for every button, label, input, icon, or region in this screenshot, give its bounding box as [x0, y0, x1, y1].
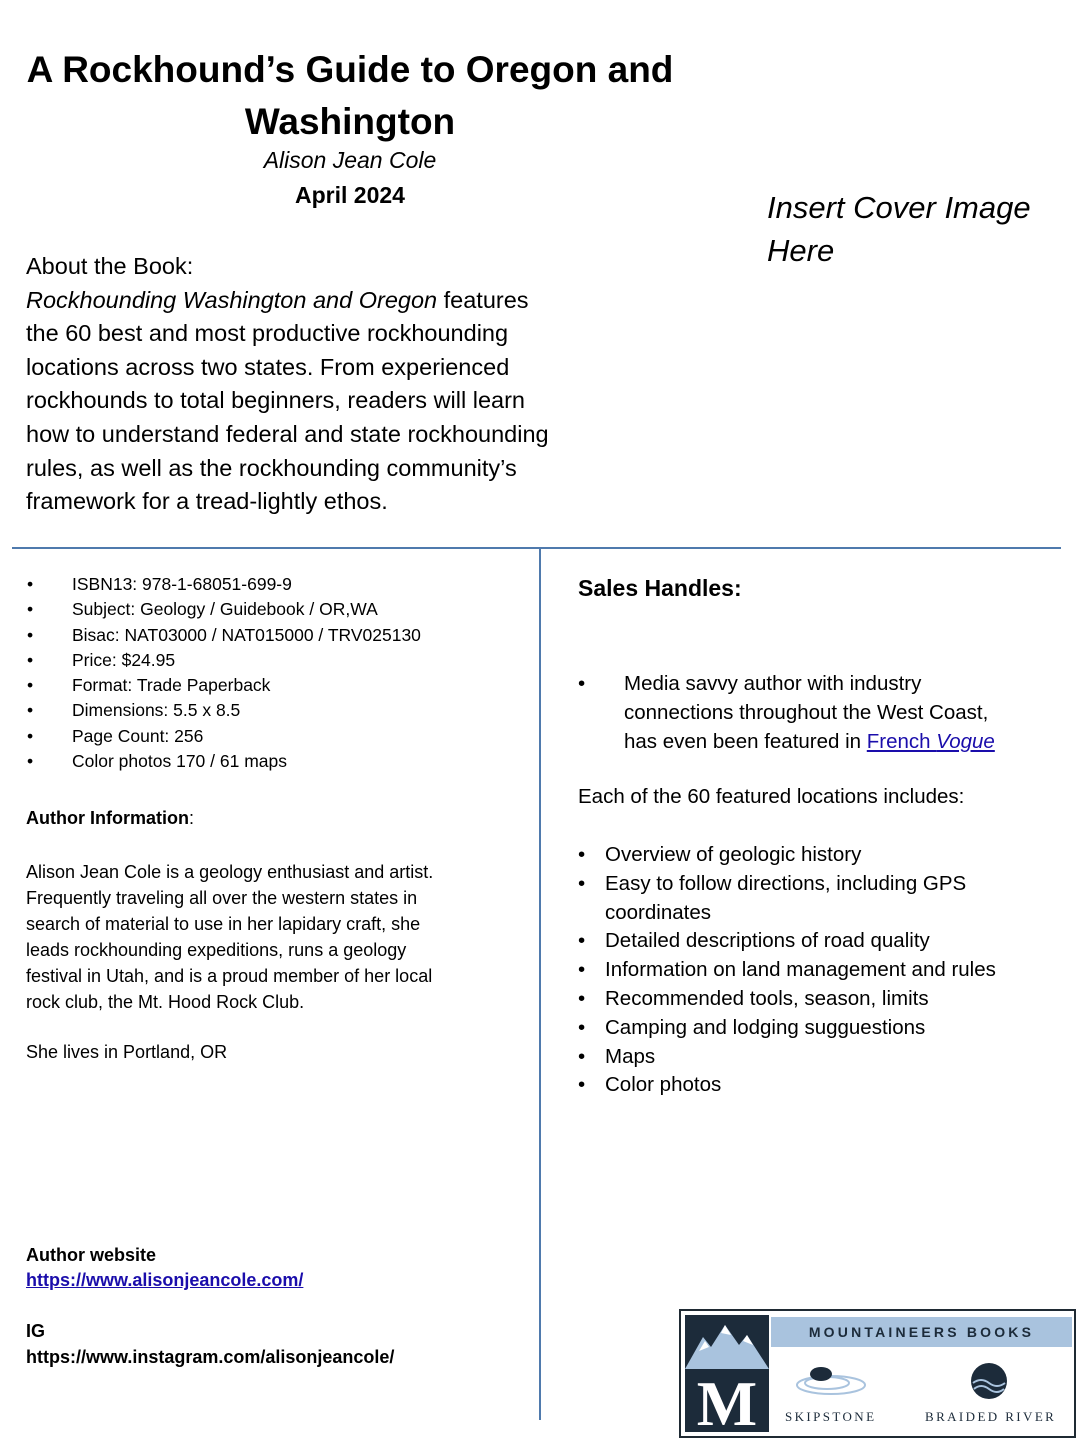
book-specs-list [26, 572, 526, 774]
spec-color-photos: • Color photos 170 / 61 maps [26, 749, 526, 774]
bio-line: Frequently traveling all over the western states in [26, 888, 418, 908]
publication-date: April 2024 [295, 182, 405, 208]
document-title [0, 44, 700, 148]
about-line-7: framework for a tread-lightly ethos. [26, 488, 388, 515]
feature-item: • Color photos [578, 1071, 1048, 1100]
media-line-3-text: has even been featured in [624, 730, 867, 753]
media-line-3 [624, 727, 1038, 756]
spec-format: • Format: Trade Paperback [26, 673, 526, 698]
bullet-icon: • [578, 672, 586, 695]
feature-item: • Information on land management and rules [578, 956, 1048, 985]
french-vogue-link-text: French [866, 730, 937, 753]
about-line-3: locations across two states. From experienced [26, 353, 510, 380]
cover-placeholder-line-1: Insert Cover Image [767, 190, 1031, 225]
bio-line: Alison Jean Cole is a geology enthusiast and artist. [26, 862, 434, 882]
instagram-link[interactable]: https://www.instagram.com/alisonjeancole/ [26, 1347, 395, 1367]
feature-item: • Camping and lodging sugguestions [578, 1014, 1048, 1043]
spec-isbn: • ISBN13: 978-1-68051-699-9 [26, 572, 526, 597]
author-website-label: Author website [26, 1245, 157, 1265]
author-info-colon: : [188, 808, 194, 828]
braided-river-icon [971, 1363, 1007, 1399]
about-line-5: how to understand federal and state rockhounding [26, 420, 549, 447]
sales-handles-heading: Sales Handles: [578, 575, 742, 601]
instagram-label: IG [26, 1321, 46, 1341]
feature-item [578, 870, 1048, 928]
bio-line: rock club, the Mt. Hood Rock Club. [26, 992, 305, 1012]
bio-line: festival in Utah, and is a proud member of her local [26, 966, 433, 986]
author-info-heading-text: Author Information [26, 808, 189, 828]
feature-item-line: • Easy to follow directions, including GPS [605, 871, 967, 895]
cover-placeholder-line-2: Here [767, 233, 835, 268]
feature-item: • Overview of geologic history [578, 841, 1048, 870]
author-location: She lives in Portland, OR [26, 1042, 228, 1062]
feature-item: • Detailed descriptions of road quality [578, 927, 1048, 956]
bio-line: leads rockhounding expeditions, runs a geology [26, 940, 407, 960]
spec-subject: • Subject: Geology / Guidebook / OR,WA [26, 597, 526, 622]
spec-page-count: • Page Count: 256 [26, 724, 526, 749]
title-line-2: Washington [244, 101, 456, 142]
book-title: Rockhounding Washington and Oregon [26, 286, 438, 313]
features-list [578, 841, 1048, 1100]
featured-locations-intro: Each of the 60 featured locations includes: [578, 785, 965, 808]
media-line-2: connections throughout the West Coast, [624, 701, 989, 724]
imprint-skipstone: SKIPSTONE [785, 1409, 877, 1424]
about-the-book [26, 250, 626, 519]
french-vogue-link[interactable] [867, 730, 995, 753]
publisher-logo [679, 1309, 1076, 1438]
author-bio [26, 859, 506, 1015]
title-line-1: A Rockhound’s Guide to Oregon and [26, 49, 674, 90]
horizontal-divider [12, 547, 1061, 549]
about-line-4: rockhounds to total beginners, readers will learn [26, 387, 525, 414]
about-line-2: the 60 best and most productive rockhounding [26, 320, 509, 347]
about-line-6: rules, as well as the rockhounding community’s [26, 454, 517, 481]
vogue-text: Vogue [936, 730, 995, 753]
spec-bisac: • Bisac: NAT03000 / NAT015000 / TRV025130 [26, 623, 526, 648]
media-line-1: Media savvy author with industry [624, 672, 922, 695]
about-heading: About the Book: [26, 253, 194, 279]
author-website-link[interactable]: https://www.alisonjeancole.com/ [26, 1270, 304, 1290]
spec-dimensions: • Dimensions: 5.5 x 8.5 [26, 698, 526, 723]
publisher-name: MOUNTAINEERS BOOKS [808, 1324, 1035, 1340]
m-letter-icon: M [696, 1368, 758, 1436]
feature-item: • Maps [578, 1043, 1048, 1072]
cover-image-placeholder [767, 186, 1067, 272]
author-info-heading [26, 808, 194, 829]
author-name: Alison Jean Cole [263, 147, 437, 173]
about-line-1-rest: features [437, 286, 529, 313]
vertical-divider [539, 549, 541, 1420]
skipstone-icon [797, 1367, 865, 1394]
feature-item-line: coordinates [605, 900, 711, 924]
spec-price: • Price: $24.95 [26, 648, 526, 673]
about-line-1 [26, 284, 626, 318]
feature-item: • Recommended tools, season, limits [578, 985, 1048, 1014]
bio-line: search of material to use in her lapidary craft, she [26, 914, 421, 934]
imprint-braided-river: BRAIDED RIVER [925, 1409, 1057, 1424]
media-savvy-bullet [578, 669, 1038, 756]
